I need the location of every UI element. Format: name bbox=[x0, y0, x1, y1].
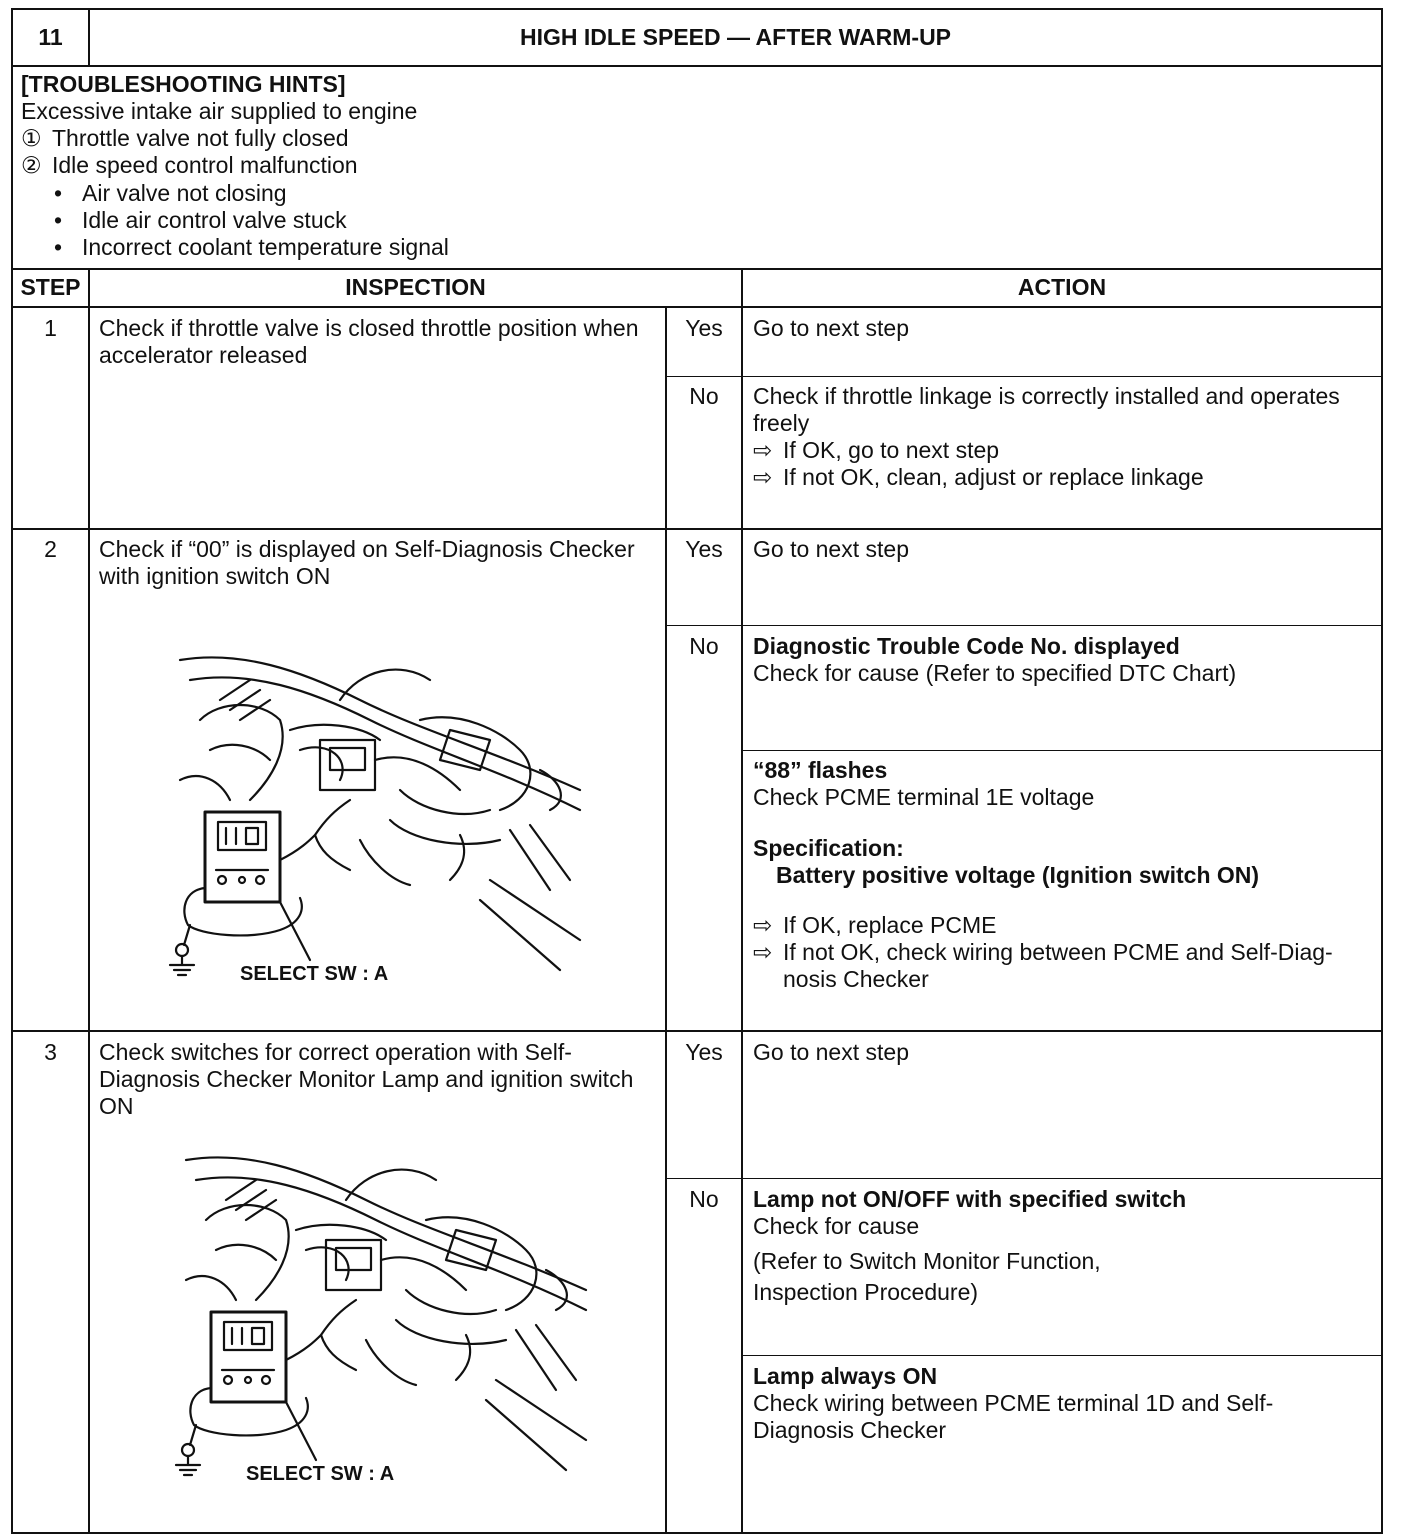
arrow-icon: ⇨ bbox=[753, 464, 773, 490]
column-header-inspection: INSPECTION bbox=[345, 274, 486, 300]
condition-title: “88” flashes bbox=[753, 757, 888, 783]
action-text: Go to next step bbox=[753, 536, 909, 562]
condition-title: Diagnostic Trouble Code No. displayed bbox=[753, 633, 1180, 659]
column-header-step: STEP bbox=[20, 274, 81, 300]
hint-subitem: Air valve not closing bbox=[82, 180, 287, 206]
no-label: No bbox=[689, 633, 719, 659]
hints-heading: [TROUBLESHOOTING HINTS] bbox=[21, 71, 346, 97]
inspection-text: Check switches for correct operation with Self-Diagnosis Checker Monitor Lamp and ignition switch ON bbox=[99, 1039, 634, 1119]
bullet-icon: • bbox=[54, 234, 63, 260]
action-text: If not OK, clean, adjust or replace linkage bbox=[783, 464, 1204, 490]
action-text: If OK, go to next step bbox=[783, 437, 1000, 463]
hint-item-marker: ② bbox=[21, 152, 42, 178]
action-text: freely bbox=[753, 410, 810, 436]
specification-label: Specification: bbox=[753, 835, 904, 861]
checker-connection-diagram bbox=[160, 640, 600, 990]
action-text: Check for cause bbox=[753, 1213, 920, 1239]
bullet-icon: • bbox=[54, 207, 63, 233]
hints-intro: Excessive intake air supplied to engine bbox=[21, 98, 418, 124]
hint-item: Idle speed control malfunction bbox=[52, 152, 358, 178]
action-reference: (Refer to Switch Monitor Function, Inspection Procedure) bbox=[753, 1248, 1101, 1305]
action-text: Go to next step bbox=[753, 1039, 909, 1065]
step-number: 3 bbox=[44, 1039, 57, 1065]
action-text: Check for cause (Refer to specified DTC Chart) bbox=[753, 660, 1237, 686]
step-number: 1 bbox=[44, 315, 57, 341]
yes-label: Yes bbox=[685, 315, 723, 341]
action-text: Check PCME terminal 1E voltage bbox=[753, 784, 1095, 810]
section-title: HIGH IDLE SPEED — AFTER WARM-UP bbox=[519, 24, 952, 50]
action-text: nosis Checker bbox=[783, 966, 929, 992]
hint-item-marker: ① bbox=[21, 125, 42, 151]
hint-subitem: Idle air control valve stuck bbox=[82, 207, 347, 233]
figure-caption: SELECT SW : A bbox=[246, 1463, 395, 1485]
arrow-icon: ⇨ bbox=[753, 437, 773, 463]
specification-value: Battery positive voltage (Ignition switch ON) bbox=[776, 862, 1260, 888]
action-text: Go to next step bbox=[753, 315, 909, 341]
hint-item: Throttle valve not fully closed bbox=[52, 125, 349, 151]
section-number: 11 bbox=[38, 24, 63, 50]
yes-label: Yes bbox=[685, 1039, 723, 1065]
action-text: Check wiring between PCME terminal 1D and Self-Diagnosis Checker bbox=[753, 1390, 1274, 1443]
condition-title: Lamp always ON bbox=[753, 1363, 938, 1389]
step-number: 2 bbox=[44, 536, 57, 562]
condition-title: Lamp not ON/OFF with specified switch bbox=[753, 1186, 1187, 1212]
column-header-action: ACTION bbox=[1017, 274, 1107, 300]
hint-subitem: Incorrect coolant temperature signal bbox=[82, 234, 449, 260]
no-label: No bbox=[689, 1186, 719, 1212]
no-label: No bbox=[689, 383, 719, 409]
action-text: If not OK, check wiring between PCME and Self-Diag- bbox=[783, 939, 1333, 965]
arrow-icon: ⇨ bbox=[753, 939, 773, 965]
yes-label: Yes bbox=[685, 536, 723, 562]
arrow-icon: ⇨ bbox=[753, 912, 773, 938]
checker-connection-diagram bbox=[166, 1140, 606, 1490]
figure-caption: SELECT SW : A bbox=[240, 963, 389, 985]
bullet-icon: • bbox=[54, 180, 63, 206]
inspection-text: Check if throttle valve is closed throttle position when accelerator released bbox=[99, 315, 639, 368]
action-text: If OK, replace PCME bbox=[783, 912, 997, 938]
inspection-text: Check if “00” is displayed on Self-Diagnosis Checker with ignition switch ON bbox=[99, 536, 635, 589]
action-text: Check if throttle linkage is correctly installed and operates bbox=[753, 383, 1340, 409]
